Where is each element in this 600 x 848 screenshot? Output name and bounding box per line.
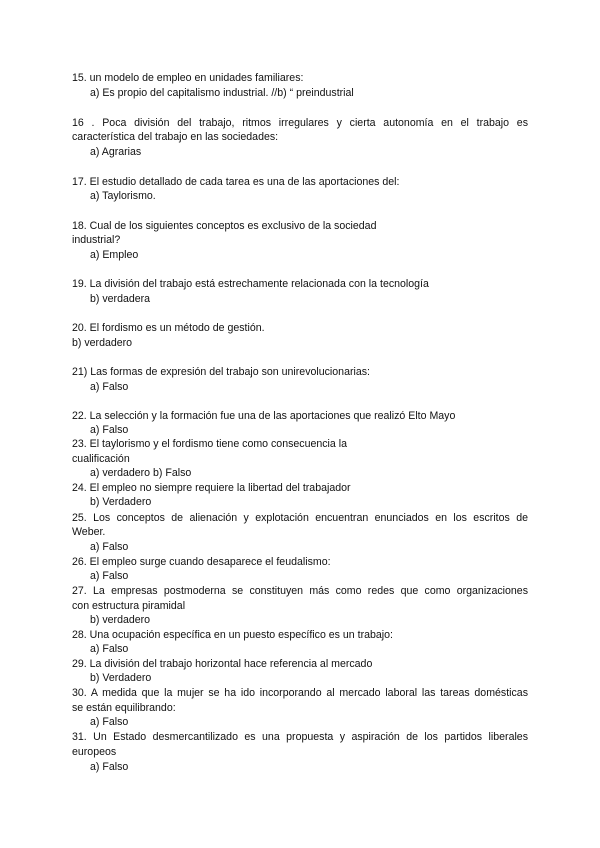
question-27: 27. La empresas postmoderna se constituyen más como redes que como organizaciones [72,585,528,597]
answer-29: b) Verdadero [90,672,152,684]
question-17: 17. El estudio detallado de cada tarea es una de las aportaciones del: [72,176,400,188]
answer-31: a) Falso [90,761,129,773]
question-18: 18. Cual de los siguientes conceptos es exclusivo de la sociedad [72,220,377,232]
answer-26: a) Falso [90,570,129,582]
question-30-cont: se están equilibrando: [72,702,176,714]
question-29: 29. La división del trabajo horizontal hace referencia al mercado [72,658,373,670]
question-25-cont: Weber. [72,526,106,538]
question-26: 26. El empleo surge cuando desaparece el feudalismo: [72,556,331,568]
answer-17: a) Taylorismo. [90,190,156,202]
question-30: 30. A medida que la mujer se ha ido incorporando al mercado laboral las tareas domésticas [72,687,528,699]
answer-16: a) Agrarias [90,146,142,158]
answer-15: a) Es propio del capitalismo industrial. //b) “ preindustrial [90,87,354,99]
question-23: 23. El taylorismo y el fordismo tiene como consecuencia la [72,438,347,450]
question-23-cont: cualificación [72,453,130,465]
question-22: 22. La selección y la formación fue una de las aportaciones que realizó Elto Mayo [72,410,456,422]
answer-20: b) verdadero [72,337,133,349]
question-16-cont: característica del trabajo en las sociedades: [72,131,279,143]
answer-22: a) Falso [90,424,129,436]
answer-21: a) Falso [90,381,129,393]
question-21: 21) Las formas de expresión del trabajo son unirevolucionarias: [72,366,370,378]
answer-24: b) Verdadero [90,496,152,508]
question-25: 25. Los conceptos de alienación y explotación encuentran enunciados en los escritos de [72,512,528,524]
answer-25: a) Falso [90,541,129,553]
answer-19: b) verdadera [90,293,151,305]
question-20: 20. El fordismo es un método de gestión. [72,322,265,334]
question-24: 24. El empleo no siempre requiere la libertad del trabajador [72,482,351,494]
question-18-cont: industrial? [72,234,121,246]
question-19: 19. La división del trabajo está estrechamente relacionada con la tecnología [72,278,429,290]
question-27-cont: con estructura piramidal [72,600,186,612]
question-15: 15. un modelo de empleo en unidades familiares: [72,72,304,84]
answer-27: b) verdadero [90,614,151,626]
answer-30: a) Falso [90,716,129,728]
question-28: 28. Una ocupación específica en un puesto específico es un trabajo: [72,629,393,641]
question-31-cont: europeos [72,746,117,758]
answer-18: a) Empleo [90,249,139,261]
answer-28: a) Falso [90,643,129,655]
question-31: 31. Un Estado desmercantilizado es una propuesta y aspiración de los partidos liberales [72,731,528,743]
answer-23: a) verdadero b) Falso [90,467,192,479]
question-16: 16 . Poca división del trabajo, ritmos irregulares y cierta autonomía en el trabajo es [72,117,528,129]
